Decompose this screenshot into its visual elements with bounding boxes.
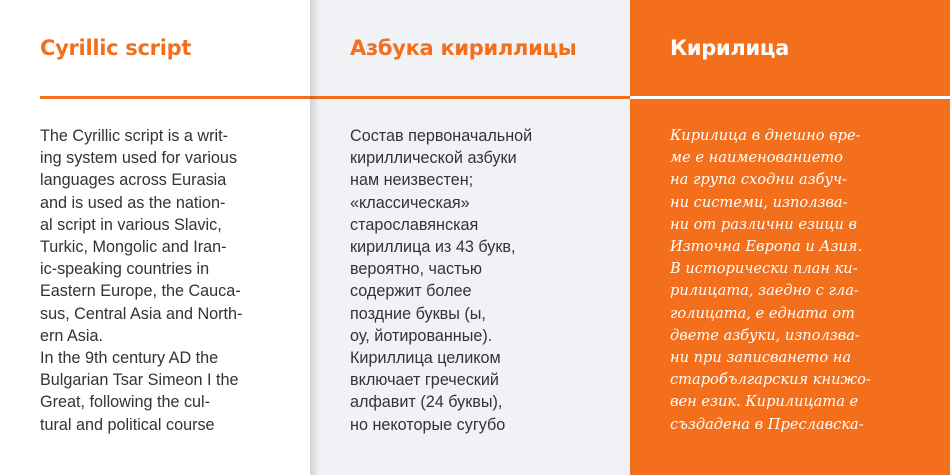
- text-line: рилицата, заедно с гла-: [670, 282, 859, 300]
- column-english: [0, 0, 310, 475]
- column-body: [670, 125, 871, 436]
- column-russian: [310, 0, 630, 475]
- column-body: [350, 125, 532, 436]
- text-line: поздние буквы (ы,: [350, 304, 486, 323]
- column-title: Кирилица: [670, 36, 790, 60]
- text-line: Turkic, Mongolic and Iran-: [40, 238, 227, 257]
- text-line: старославянская: [350, 215, 479, 234]
- text-line: на група сходни азбуч-: [670, 171, 848, 189]
- text-line: содержит более: [350, 282, 472, 301]
- text-line: вен език. Кирилицата е: [670, 393, 859, 411]
- text-line: ing system used for various: [40, 149, 238, 168]
- text-line: sus, Central Asia and North-: [40, 304, 243, 323]
- text-line: нам неизвестен;: [350, 171, 474, 190]
- text-line: включает греческий: [350, 371, 499, 390]
- text-line: ме е наименованието: [670, 149, 843, 167]
- text-line: Кириллица целиком: [350, 349, 501, 368]
- text-line: кириллица из 43 букв,: [350, 238, 516, 257]
- text-line: Great, following the cul-: [40, 393, 211, 412]
- text-line: създадена в Преславска-: [670, 415, 864, 433]
- divider-rule: [630, 96, 950, 99]
- text-line: алфавит (24 буквы),: [350, 393, 503, 412]
- column-title: Азбука кириллицы: [350, 36, 577, 60]
- text-line: The Cyrillic script is a writ-: [40, 127, 228, 145]
- column-bulgarian: [630, 0, 950, 475]
- text-line: двете азбуки, използва-: [670, 326, 860, 344]
- text-line: старобългарския книжо-: [670, 371, 871, 389]
- divider-rule: [310, 96, 630, 99]
- text-line: ic-speaking countries in: [40, 260, 210, 279]
- text-line: Източна Европа и Азия.: [670, 238, 863, 256]
- text-line: al script in various Slavic,: [40, 215, 222, 234]
- text-line: ни от различни езици в: [670, 215, 858, 233]
- text-line: languages across Eurasia: [40, 171, 227, 190]
- text-line: «классическая»: [350, 193, 470, 212]
- text-line: ни при записването на: [670, 349, 852, 367]
- column-shadow: [310, 0, 320, 475]
- text-line: голицата, е едната от: [670, 304, 855, 322]
- text-line: ern Asia.: [40, 326, 103, 345]
- text-line: Bulgarian Tsar Simeon I the: [40, 371, 239, 390]
- text-line: В исторически план ки-: [670, 260, 858, 278]
- text-line: Кирилица в днешно вре-: [670, 127, 861, 144]
- column-title: Cyrillic script: [40, 36, 192, 60]
- text-line: оу, йотированные).: [350, 326, 493, 345]
- text-line: ни системи, използва-: [670, 193, 848, 211]
- column-body: [40, 125, 242, 436]
- text-line: Состав первоначальной: [350, 127, 533, 145]
- text-line: Eastern Europe, the Cauca-: [40, 282, 241, 301]
- text-line: tural and political course: [40, 415, 215, 434]
- text-line: кириллической азбуки: [350, 149, 517, 168]
- divider-rule: [40, 96, 310, 99]
- text-line: In the 9th century AD the: [40, 349, 219, 368]
- text-line: вероятно, частью: [350, 260, 483, 279]
- text-line: and is used as the nation-: [40, 193, 226, 212]
- text-line: но некоторые сугубо: [350, 415, 506, 434]
